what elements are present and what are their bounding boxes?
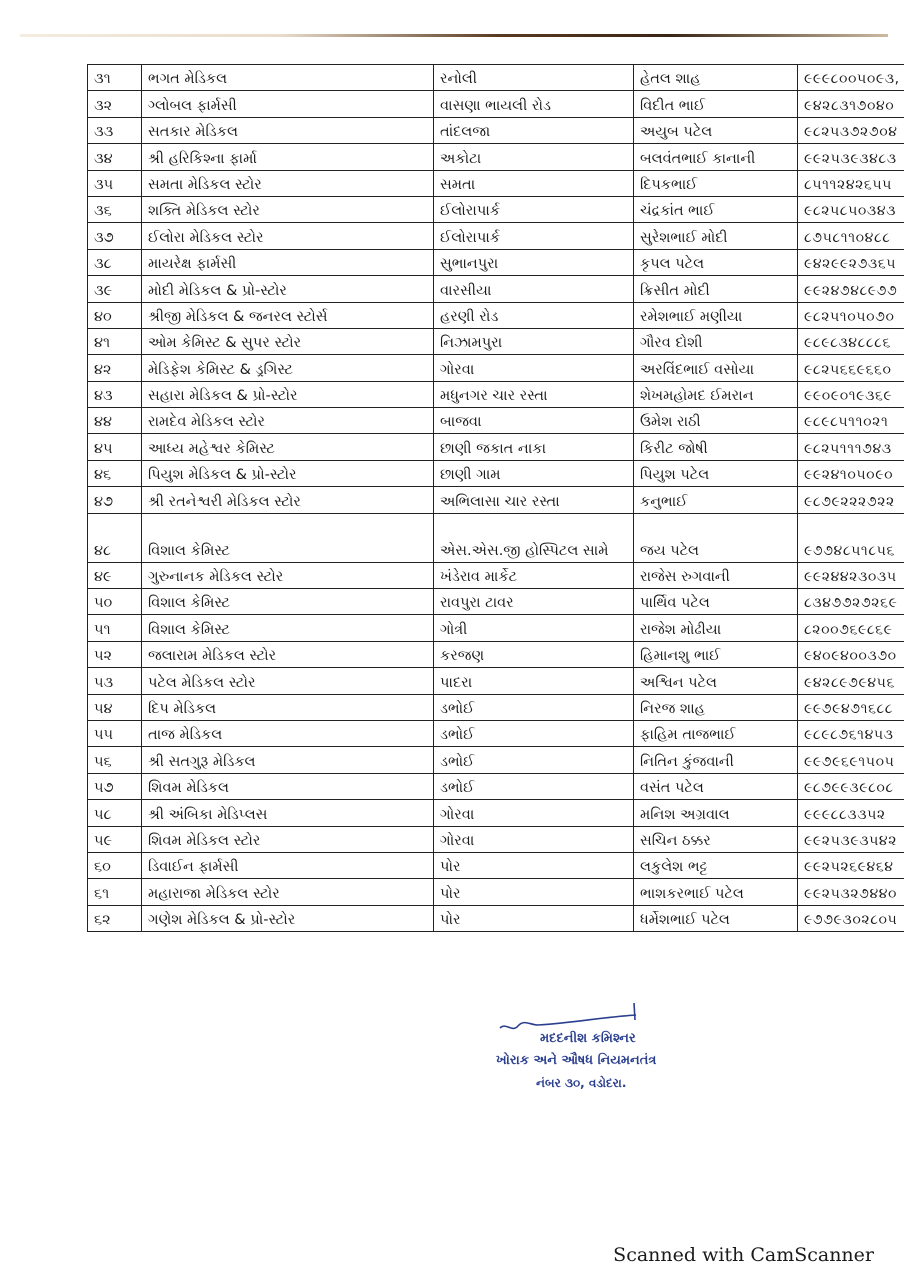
serial-number-cell: ૪૦ — [88, 302, 142, 328]
store-name-cell: મહારાજા મેડિકલ સ્ટોર — [142, 879, 434, 905]
serial-number-cell: ૫૪ — [88, 694, 142, 720]
table-row — [88, 302, 904, 328]
area-cell: બાજવા — [434, 408, 634, 434]
area-cell: એસ.એસ.જી હોસ્પિટલ સામે — [434, 513, 634, 562]
table-row — [88, 562, 904, 588]
serial-number-cell: ૬૨ — [88, 905, 142, 931]
serial-number-cell: ૬૦ — [88, 852, 142, 878]
phone-number-cell: ૯૭૭૪૮૫૧૮૫૬ — [798, 513, 904, 562]
phone-number-cell: ૯૮૨૫૩૭૨૭૦૪ — [798, 117, 904, 143]
serial-number-cell: ૫૭ — [88, 773, 142, 799]
area-cell: ગોત્રી — [434, 615, 634, 641]
table-row — [88, 65, 904, 91]
store-name-cell: ભગત મેડિકલ — [142, 65, 434, 91]
serial-number-cell: ૫૧ — [88, 615, 142, 641]
owner-name-cell: હેતલ શાહ — [634, 65, 798, 91]
area-cell: મધુનગર ચાર રસ્તા — [434, 381, 634, 407]
store-name-cell: સહારા મેડિકલ & પ્રો-સ્ટોર — [142, 381, 434, 407]
serial-number-cell: ૫૨ — [88, 641, 142, 667]
serial-number-cell: ૩૧ — [88, 65, 142, 91]
stamp-line-2: ખોરાક અને ઔષધ નિયમનતંત્ર — [496, 1053, 657, 1068]
area-cell: પોર — [434, 905, 634, 931]
owner-name-cell: કૃપલ પટેલ — [634, 249, 798, 275]
store-name-cell: મેડિફેશ કેમિસ્ટ & ડ્રગિસ્ટ — [142, 355, 434, 381]
phone-number-cell: ૮૩૪૭૭૨૭૨૬૯ — [798, 589, 904, 615]
owner-name-cell: સુરેશભાઈ મોદી — [634, 223, 798, 249]
store-name-cell: સતકાર મેડિકલ — [142, 117, 434, 143]
store-name-cell: ડિવાઈન ફાર્મસી — [142, 852, 434, 878]
owner-name-cell: ધર્મેશભાઈ પટેલ — [634, 905, 798, 931]
area-cell: પાદરા — [434, 668, 634, 694]
owner-name-cell: ભાશકરભાઈ પટેલ — [634, 879, 798, 905]
area-cell: સુભાનપુરા — [434, 249, 634, 275]
table-row — [88, 276, 904, 302]
owner-name-cell: પાર્થિવ પટેલ — [634, 589, 798, 615]
store-name-cell: દિપ મેડિકલ — [142, 694, 434, 720]
owner-name-cell: અશ્વિન પટેલ — [634, 668, 798, 694]
area-cell: રાવપુરા ટાવર — [434, 589, 634, 615]
table-row — [88, 641, 904, 667]
phone-number-cell: ૯૮૭૯૯૩૯૮૦૮ — [798, 773, 904, 799]
area-cell: ડભોઈ — [434, 720, 634, 746]
serial-number-cell: ૫૮ — [88, 800, 142, 826]
scan-top-edge — [20, 34, 888, 37]
table-row — [88, 668, 904, 694]
phone-number-cell: ૯૪૨૮૩૧૭૦૪૦ — [798, 91, 904, 117]
serial-number-cell: ૪૮ — [88, 513, 142, 562]
area-cell: પોર — [434, 852, 634, 878]
stamp-line-3: નંબર ૩૦, વડોદરા. — [536, 1076, 627, 1090]
serial-number-cell: ૫૩ — [88, 668, 142, 694]
store-name-cell: માયરેક્ષ ફાર્મસી — [142, 249, 434, 275]
table-row — [88, 223, 904, 249]
owner-name-cell: લકુલેશ ભટ્ટ — [634, 852, 798, 878]
serial-number-cell: ૩૭ — [88, 223, 142, 249]
phone-number-cell: ૯૮૭૯૨૨૨૭૨૨ — [798, 487, 904, 513]
owner-name-cell: રમેશભાઈ મણીયા — [634, 302, 798, 328]
phone-number-cell: ૯૮૨૫૮૫૦૩૪૩ — [798, 196, 904, 222]
area-cell: વારસીયા — [434, 276, 634, 302]
area-cell: ગોરવા — [434, 826, 634, 852]
table-row — [88, 381, 904, 407]
area-cell: અભિલાસા ચાર રસ્તા — [434, 487, 634, 513]
phone-number-cell: ૯૯૨૫૩૨૭૪૪૦ — [798, 879, 904, 905]
store-name-cell: શક્તિ મેડિકલ સ્ટોર — [142, 196, 434, 222]
store-name-cell: શ્રી સતગુરૂ મેડિકલ — [142, 747, 434, 773]
phone-number-cell: ૯૪૦૯૪૦૦૩૭૦ — [798, 641, 904, 667]
owner-name-cell: કિરીટ જોષી — [634, 434, 798, 460]
owner-name-cell: ગૌરવ દોશી — [634, 328, 798, 354]
area-cell: ઈલોરાપાર્ક — [434, 196, 634, 222]
phone-number-cell: ૯૯૭૯૪૭૧૬૮૮ — [798, 694, 904, 720]
store-name-cell: શ્રી અંબિકા મેડિપ્લસ — [142, 800, 434, 826]
serial-number-cell: ૪૬ — [88, 460, 142, 486]
table-row — [88, 196, 904, 222]
area-cell: ઈલોરાપાર્ક — [434, 223, 634, 249]
owner-name-cell: મનિશ અગ્રવાલ — [634, 800, 798, 826]
area-cell: ગોરવા — [434, 800, 634, 826]
owner-name-cell: અરવિંદભાઈ વસોયા — [634, 355, 798, 381]
store-name-cell: ગ્લોબલ ફાર્મસી — [142, 91, 434, 117]
store-name-cell: શિવમ મેડિકલ સ્ટોર — [142, 826, 434, 852]
area-cell: ડભોઈ — [434, 694, 634, 720]
table-row — [88, 589, 904, 615]
store-name-cell: વિશાલ કેમિસ્ટ — [142, 615, 434, 641]
phone-number-cell: ૯૮૨૫૧૦૫૦૭૦ — [798, 302, 904, 328]
table-row — [88, 408, 904, 434]
table-row — [88, 773, 904, 799]
area-cell: સમતા — [434, 170, 634, 196]
phone-number-cell: ૯૯૯૮૮૩૩૫૨ — [798, 800, 904, 826]
store-name-cell: વિશાલ કેમિસ્ટ — [142, 589, 434, 615]
owner-name-cell: પિયુશ પટેલ — [634, 460, 798, 486]
owner-name-cell: નિરજ શાહ — [634, 694, 798, 720]
store-name-cell: પિયુશ મેડિકલ & પ્રો-સ્ટોર — [142, 460, 434, 486]
table-row — [88, 434, 904, 460]
phone-number-cell: ૯૯૭૯૬૯૧૫૦૫ — [798, 747, 904, 773]
table-row — [88, 800, 904, 826]
owner-name-cell: વિદીત ભાઈ — [634, 91, 798, 117]
store-name-cell: શિવમ મેડિકલ — [142, 773, 434, 799]
owner-name-cell: ફાહિમ તાજભાઈ — [634, 720, 798, 746]
area-cell: તાંદલજા — [434, 117, 634, 143]
store-name-cell: સમતા મેડિકલ સ્ટોર — [142, 170, 434, 196]
phone-number-cell: ૯૭૭૯૩૦૨૮૦૫ — [798, 905, 904, 931]
phone-number-cell: ૯૮૨૫૧૧૧૭૪૩ — [798, 434, 904, 460]
table-row — [88, 487, 904, 513]
serial-number-cell: ૩૩ — [88, 117, 142, 143]
serial-number-cell: ૪૨ — [88, 355, 142, 381]
owner-name-cell: ઉમેશ રાઠી — [634, 408, 798, 434]
owner-name-cell: અયુબ પટેલ — [634, 117, 798, 143]
serial-number-cell: ૪૩ — [88, 381, 142, 407]
medical-store-table — [87, 64, 904, 932]
table-row — [88, 905, 904, 931]
phone-number-cell: ૯૯૨૪૭૪૮૯૭૭ — [798, 276, 904, 302]
owner-name-cell: બલવંતભાઈ કાનાની — [634, 144, 798, 170]
store-name-cell: ઈલોરા મેડિકલ સ્ટોર — [142, 223, 434, 249]
phone-number-cell: ૯૮૯૮૭૬૧૪૫૩ — [798, 720, 904, 746]
serial-number-cell: ૫૯ — [88, 826, 142, 852]
serial-number-cell: ૬૧ — [88, 879, 142, 905]
table-row — [88, 720, 904, 746]
table-row — [88, 91, 904, 117]
table-row — [88, 355, 904, 381]
phone-number-cell: ૯૪૨૮૯૭૯૪૫૬ — [798, 668, 904, 694]
table-row — [88, 513, 904, 562]
owner-name-cell: ચંદ્રકાંત ભાઈ — [634, 196, 798, 222]
serial-number-cell: ૩૯ — [88, 276, 142, 302]
store-name-cell: આધ્ય મહેશ્વર કેમિસ્ટ — [142, 434, 434, 460]
phone-number-cell: ૯૮૨૫૬૬૯૬૬૦ — [798, 355, 904, 381]
phone-number-cell: ૯૯૨૪૪૨૩૦૩૫ — [798, 562, 904, 588]
table-row — [88, 852, 904, 878]
area-cell: હરણી રોડ — [434, 302, 634, 328]
owner-name-cell: હિમાનશુ ભાઈ — [634, 641, 798, 667]
phone-number-cell: ૯૯૨૫૩૯૩૪૮૩ — [798, 144, 904, 170]
area-cell: રનોલી — [434, 65, 634, 91]
owner-name-cell: રાજેશ મોઢીયા — [634, 615, 798, 641]
table-row — [88, 747, 904, 773]
store-name-cell: શ્રીજી મેડિકલ & જનરલ સ્ટોર્સ — [142, 302, 434, 328]
phone-number-cell: ૯૮૯૮૩૪૮૮૮૬ — [798, 328, 904, 354]
phone-number-cell: ૯૯૨૫૩૯૩૫૪૨ — [798, 826, 904, 852]
serial-number-cell: ૪૫ — [88, 434, 142, 460]
serial-number-cell: ૫૫ — [88, 720, 142, 746]
owner-name-cell: વસંત પટેલ — [634, 773, 798, 799]
table-row — [88, 117, 904, 143]
area-cell: અકોટા — [434, 144, 634, 170]
table-row — [88, 328, 904, 354]
stamp-line-1: મદદનીશ કમિશ્નર — [540, 1031, 636, 1046]
owner-name-cell: કનુભાઈ — [634, 487, 798, 513]
serial-number-cell: ૪૯ — [88, 562, 142, 588]
serial-number-cell: ૪૭ — [88, 487, 142, 513]
owner-name-cell: રાજેસ રુગવાની — [634, 562, 798, 588]
area-cell: ડભોઈ — [434, 773, 634, 799]
serial-number-cell: ૩૬ — [88, 196, 142, 222]
store-name-cell: રામદેવ મેડિકલ સ્ટોર — [142, 408, 434, 434]
table-row — [88, 694, 904, 720]
area-cell: પોર — [434, 879, 634, 905]
serial-number-cell: ૩૫ — [88, 170, 142, 196]
store-name-cell: વિશાલ કેમિસ્ટ — [142, 513, 434, 562]
official-stamp — [478, 995, 738, 1105]
store-name-cell: પટેલ મેડિકલ સ્ટોર — [142, 668, 434, 694]
phone-number-cell: ૯૯૨૪૧૦૫૦૯૦ — [798, 460, 904, 486]
camscanner-watermark: Scanned with CamScanner — [613, 1244, 874, 1266]
table-row — [88, 615, 904, 641]
phone-number-cell: ૮૭૫૮૧૧૦૪૮૮ — [798, 223, 904, 249]
area-cell: ખંડેરાવ માર્કેટ — [434, 562, 634, 588]
serial-number-cell: ૪૪ — [88, 408, 142, 434]
serial-number-cell: ૩૪ — [88, 144, 142, 170]
serial-number-cell: ૫૬ — [88, 747, 142, 773]
store-name-cell: શ્રી રતનેશ્વરી મેડિકલ સ્ટોર — [142, 487, 434, 513]
table-row — [88, 249, 904, 275]
table-row — [88, 826, 904, 852]
area-cell: ડભોઈ — [434, 747, 634, 773]
area-cell: છાણી જકાત નાકા — [434, 434, 634, 460]
phone-number-cell: ૯૯૨૫૨૬૯૪૬૪ — [798, 852, 904, 878]
store-name-cell: ગુરુનાનક મેડિકલ સ્ટોર — [142, 562, 434, 588]
store-name-cell: શ્રી હરિકિશ્ના ફાર્મા — [142, 144, 434, 170]
owner-name-cell: સચિન ઠક્કર — [634, 826, 798, 852]
store-name-cell: ગણેશ મેડિકલ & પ્રો-સ્ટોર — [142, 905, 434, 931]
owner-name-cell: શેખમહોમદ ઈમરાન — [634, 381, 798, 407]
table-row — [88, 170, 904, 196]
owner-name-cell: નિતિન કુંજવાની — [634, 747, 798, 773]
phone-number-cell: ૯૮૯૮૫૧૧૦૨૧ — [798, 408, 904, 434]
area-cell: છાણી ગામ — [434, 460, 634, 486]
phone-number-cell: ૮૫૧૧૨૪૨૬૫૫ — [798, 170, 904, 196]
owner-name-cell: ક્રિસીત મોદી — [634, 276, 798, 302]
phone-number-cell: ૯૪૨૯૯૨૭૩૬૫ — [798, 249, 904, 275]
area-cell: વાસણા ભાયલી રોડ — [434, 91, 634, 117]
store-name-cell: તાજ મેડિકલ — [142, 720, 434, 746]
store-name-cell: મોદી મેડિકલ & પ્રો-સ્ટોર — [142, 276, 434, 302]
owner-name-cell: દિપકભાઈ — [634, 170, 798, 196]
phone-number-cell: ૯૯૦૯૦૧૯૩૬૯ — [798, 381, 904, 407]
area-cell: ગોરવા — [434, 355, 634, 381]
table-row — [88, 879, 904, 905]
table-row — [88, 144, 904, 170]
owner-name-cell: જય પટેલ — [634, 513, 798, 562]
area-cell: કરજણ — [434, 641, 634, 667]
serial-number-cell: ૩૮ — [88, 249, 142, 275]
area-cell: નિઝામપુરા — [434, 328, 634, 354]
serial-number-cell: ૪૧ — [88, 328, 142, 354]
store-name-cell: જલારામ મેડિકલ સ્ટોર — [142, 641, 434, 667]
store-name-cell: ઓમ કેમિસ્ટ & સુપર સ્ટોર — [142, 328, 434, 354]
phone-number-cell: ૮૨૦૦૭૬૯૮૬૯ — [798, 615, 904, 641]
serial-number-cell: ૩૨ — [88, 91, 142, 117]
phone-number-cell: ૯૯૯૮૦૦૫૦૯૩, — [798, 65, 904, 91]
serial-number-cell: ૫૦ — [88, 589, 142, 615]
table-row — [88, 460, 904, 486]
